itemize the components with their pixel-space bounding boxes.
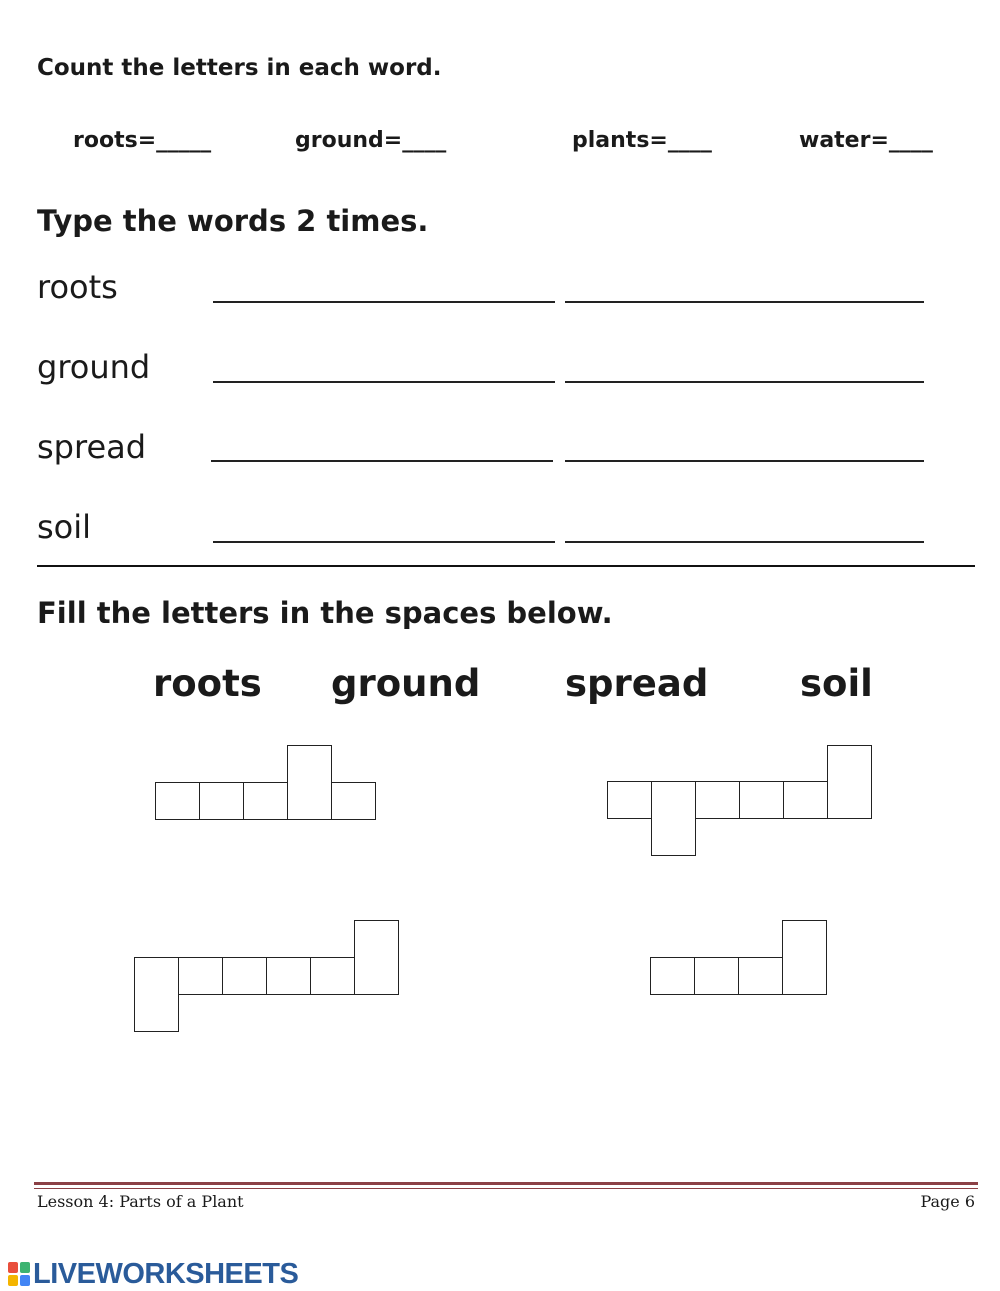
letter-box[interactable]: [782, 920, 827, 995]
letter-box[interactable]: [310, 957, 355, 995]
letter-box[interactable]: [650, 957, 695, 995]
word-bank-ground: ground: [331, 662, 481, 705]
letter-box[interactable]: [739, 781, 784, 819]
letter-box[interactable]: [155, 782, 200, 820]
footer-page-number: Page 6: [920, 1192, 975, 1211]
letter-box[interactable]: [695, 781, 740, 819]
brand-blocks-icon: [8, 1262, 30, 1286]
letter-box[interactable]: [354, 920, 399, 995]
footer-lesson-title: Lesson 4: Parts of a Plant: [37, 1192, 244, 1211]
word-label-ground: ground: [37, 348, 151, 386]
letter-box[interactable]: [331, 782, 376, 820]
answer-line-ground-1[interactable]: [213, 381, 555, 383]
count-item-ground[interactable]: ground=____: [295, 128, 447, 153]
footer-rule-thin: [34, 1188, 978, 1189]
count-item-water[interactable]: water=____: [799, 128, 933, 153]
letter-box[interactable]: [243, 782, 288, 820]
answer-line-soil-2[interactable]: [565, 541, 924, 543]
letter-box[interactable]: [694, 957, 739, 995]
letter-box[interactable]: [222, 957, 267, 995]
word-bank-soil: soil: [800, 662, 873, 705]
word-bank-roots: roots: [153, 662, 262, 705]
word-bank-spread: spread: [565, 662, 709, 705]
word-label-roots: roots: [37, 268, 118, 306]
letter-box[interactable]: [827, 745, 872, 819]
fill-instruction: Fill the letters in the spaces below.: [37, 596, 613, 630]
brand-name: LIVEWORKSHEETS: [33, 1257, 299, 1290]
footer-rule: [34, 1182, 978, 1185]
count-instruction: Count the letters in each word.: [37, 55, 442, 81]
letter-box[interactable]: [134, 957, 179, 1032]
letter-box[interactable]: [199, 782, 244, 820]
answer-line-roots-2[interactable]: [565, 301, 924, 303]
letter-box[interactable]: [607, 781, 652, 819]
letter-box[interactable]: [738, 957, 783, 995]
word-label-spread: spread: [37, 428, 147, 466]
count-item-roots[interactable]: roots=_____: [73, 128, 212, 153]
letter-box[interactable]: [287, 745, 332, 820]
count-item-plants[interactable]: plants=____: [572, 128, 712, 153]
answer-line-spread-2[interactable]: [565, 460, 924, 462]
letter-box[interactable]: [651, 781, 696, 856]
letter-box[interactable]: [178, 957, 223, 995]
word-label-soil: soil: [37, 508, 92, 546]
letter-box[interactable]: [266, 957, 311, 995]
answer-line-soil-1[interactable]: [213, 541, 555, 543]
answer-line-roots-1[interactable]: [213, 301, 555, 303]
section-divider: [37, 565, 975, 567]
brand-logo[interactable]: [8, 1257, 299, 1290]
type-instruction: Type the words 2 times.: [37, 204, 429, 238]
answer-line-ground-2[interactable]: [565, 381, 924, 383]
letter-box[interactable]: [783, 781, 828, 819]
answer-line-spread-1[interactable]: [211, 460, 553, 462]
